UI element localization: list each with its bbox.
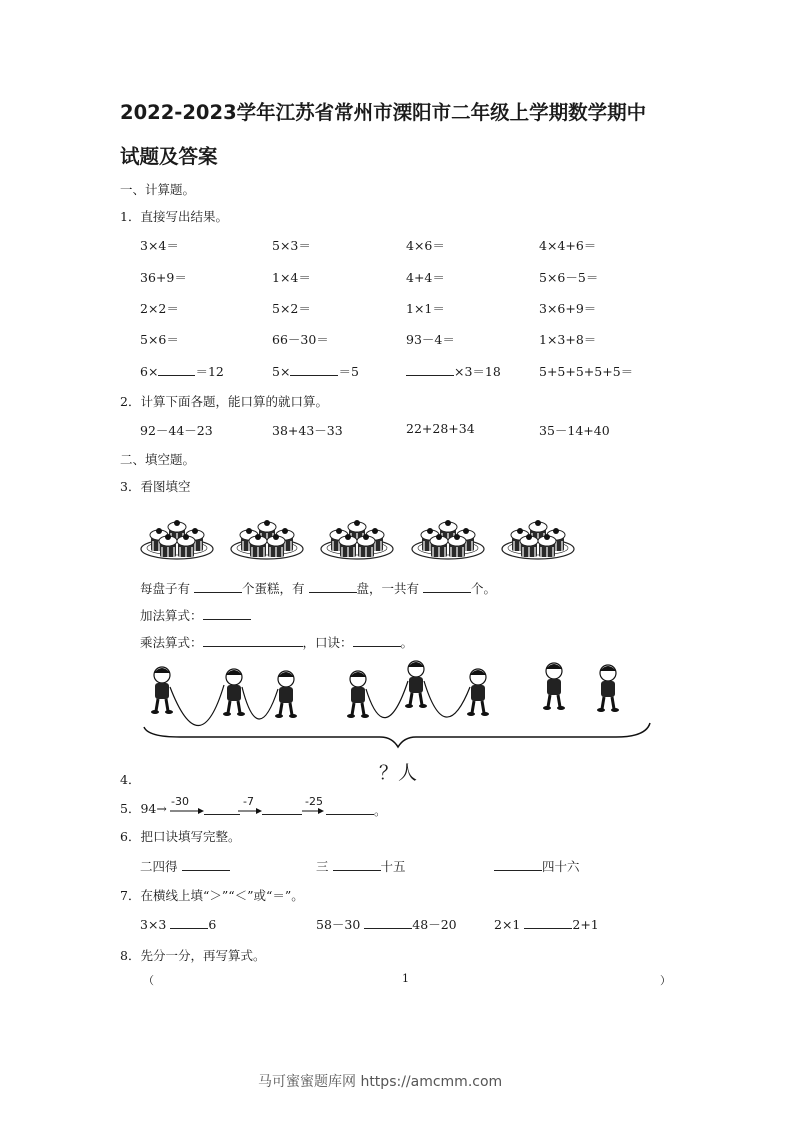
q8-open-paren: （ xyxy=(143,974,154,987)
section-1-heading: 一、计算题。 xyxy=(120,182,196,197)
q2-item: 22+28+34 xyxy=(406,421,475,436)
q3-text: 乘法算式： xyxy=(140,635,203,650)
q1-cell: 4×6＝ xyxy=(406,238,445,253)
q3-text: 。 xyxy=(400,635,414,650)
q7-text: 2×1 xyxy=(494,917,521,932)
q1-cell: 5×3＝ xyxy=(272,238,311,253)
answer-blank[interactable] xyxy=(406,362,454,376)
answer-blank[interactable] xyxy=(494,857,542,871)
q6-label: 6．把口诀填写完整。 xyxy=(120,829,241,844)
q3-text: ，口诀： xyxy=(302,635,353,650)
q2-item: 38+43－33 xyxy=(272,423,343,438)
q1-text: ＝12 xyxy=(195,364,224,379)
q1-cell: 5×2＝ xyxy=(272,301,311,316)
q2-item: 92－44－23 xyxy=(140,423,213,438)
q1-cell: 1×1＝ xyxy=(406,301,445,316)
q1-cell: 1×3+8＝ xyxy=(539,332,597,347)
q7-text: 48－20 xyxy=(412,917,457,932)
q3-text: 加法算式： xyxy=(140,608,203,623)
q1-cell: 5×6－5＝ xyxy=(539,270,599,285)
cake-plate xyxy=(502,520,574,559)
q1-cell: 4+4＝ xyxy=(406,270,445,285)
q3-line-2 xyxy=(140,606,251,624)
answer-blank[interactable] xyxy=(262,814,302,815)
cake-plate xyxy=(231,520,303,559)
q1-cell: 4×4+6＝ xyxy=(539,238,597,253)
cake-plates-illustration xyxy=(135,505,585,565)
q7-item-b xyxy=(316,915,457,933)
jump-rope-children-illustration xyxy=(140,655,652,750)
q1-label: 1．直接写出结果。 xyxy=(120,209,228,224)
q1-fill-cell xyxy=(272,362,359,380)
q5-op: -30 xyxy=(171,795,189,808)
answer-blank[interactable] xyxy=(423,579,471,593)
q3-label: 3．看图填空 xyxy=(120,479,191,494)
q1-cell: 3×6+9＝ xyxy=(539,301,597,316)
answer-blank[interactable] xyxy=(170,915,208,929)
q6-text: 二四得 xyxy=(140,859,178,874)
q6-item-a xyxy=(140,857,230,875)
q1-cell: 5+5+5+5+5＝ xyxy=(539,364,634,379)
q6-text: 三 xyxy=(316,859,329,874)
q1-fill-cell xyxy=(140,362,224,380)
answer-blank[interactable] xyxy=(290,362,338,376)
q4-label: 4． xyxy=(120,772,141,787)
q1-fill-cell xyxy=(406,362,501,380)
q8-label: 8．先分一分，再写算式。 xyxy=(120,948,266,963)
answer-blank[interactable] xyxy=(158,362,195,376)
footer-watermark[interactable]: 马可蜜蜜题库网 https://amcmm.com xyxy=(258,1074,503,1090)
page-number: 1 xyxy=(402,972,409,985)
answer-blank[interactable] xyxy=(203,606,251,620)
q1-text: 5× xyxy=(272,364,291,379)
q3-text: 个。 xyxy=(471,581,497,596)
q7-text: 2+1 xyxy=(572,917,599,932)
q3-text: 盘，一共有 xyxy=(356,581,420,596)
q1-cell: 5×6＝ xyxy=(140,332,179,347)
title-line-1: 2022-2023学年江苏省常州市溧阳市二年级上学期数学期中 xyxy=(120,101,647,124)
q3-text: 每盘子有 xyxy=(140,581,191,596)
q2-item: 35－14+40 xyxy=(539,423,610,438)
answer-blank[interactable] xyxy=(364,915,412,929)
title-line-2: 试题及答案 xyxy=(120,145,218,168)
q6-text: 十五 xyxy=(380,859,406,874)
answer-blank[interactable] xyxy=(524,915,572,929)
answer-blank[interactable] xyxy=(309,579,357,593)
answer-blank[interactable] xyxy=(203,633,303,647)
q7-text: 6 xyxy=(208,917,217,932)
q3-line-3 xyxy=(140,633,413,651)
q1-text: ＝5 xyxy=(338,364,359,379)
q2-label: 2．计算下面各题，能口算的就口算。 xyxy=(120,394,328,409)
cake-plate xyxy=(321,520,393,559)
q7-label: 7．在横线上填“＞”“＜”或“＝”。 xyxy=(120,888,304,903)
q1-cell: 66－30＝ xyxy=(272,332,329,347)
answer-blank[interactable] xyxy=(204,814,240,815)
q5-end: 。 xyxy=(374,803,387,818)
q5-op: -25 xyxy=(305,795,323,808)
answer-blank[interactable] xyxy=(194,579,242,593)
q5-label: 5．94→ xyxy=(120,801,167,816)
q7-item-c xyxy=(494,915,599,932)
q1-cell: 1×4＝ xyxy=(272,270,311,285)
q6-item-c xyxy=(494,857,580,875)
answer-blank[interactable] xyxy=(353,633,401,647)
cake-plate xyxy=(412,520,484,559)
answer-blank[interactable] xyxy=(326,814,374,815)
q6-item-b xyxy=(316,857,406,875)
q5-op: -7 xyxy=(243,795,254,808)
q7-text: 58－30 xyxy=(316,917,361,932)
q3-line-1 xyxy=(140,579,496,597)
q1-text: ×3＝18 xyxy=(454,364,501,379)
cake-plate xyxy=(141,520,213,559)
q1-cell: 2×2＝ xyxy=(140,301,179,316)
q3-text: 个蛋糕，有 xyxy=(242,581,305,596)
q1-cell: 3×4＝ xyxy=(140,238,179,253)
q1-text: 6× xyxy=(140,364,159,379)
answer-blank[interactable] xyxy=(182,857,230,871)
people-count-question: ？人 xyxy=(379,762,418,784)
q1-cell: 36+9＝ xyxy=(140,270,187,285)
q8-close-paren: ） xyxy=(660,974,671,987)
q6-text: 四十六 xyxy=(542,859,580,874)
q7-text: 3×3 xyxy=(140,917,167,932)
section-2-heading: 二、填空题。 xyxy=(120,452,196,467)
q7-item-a xyxy=(140,915,216,932)
q1-cell: 93－4＝ xyxy=(406,332,455,347)
answer-blank[interactable] xyxy=(333,857,381,871)
